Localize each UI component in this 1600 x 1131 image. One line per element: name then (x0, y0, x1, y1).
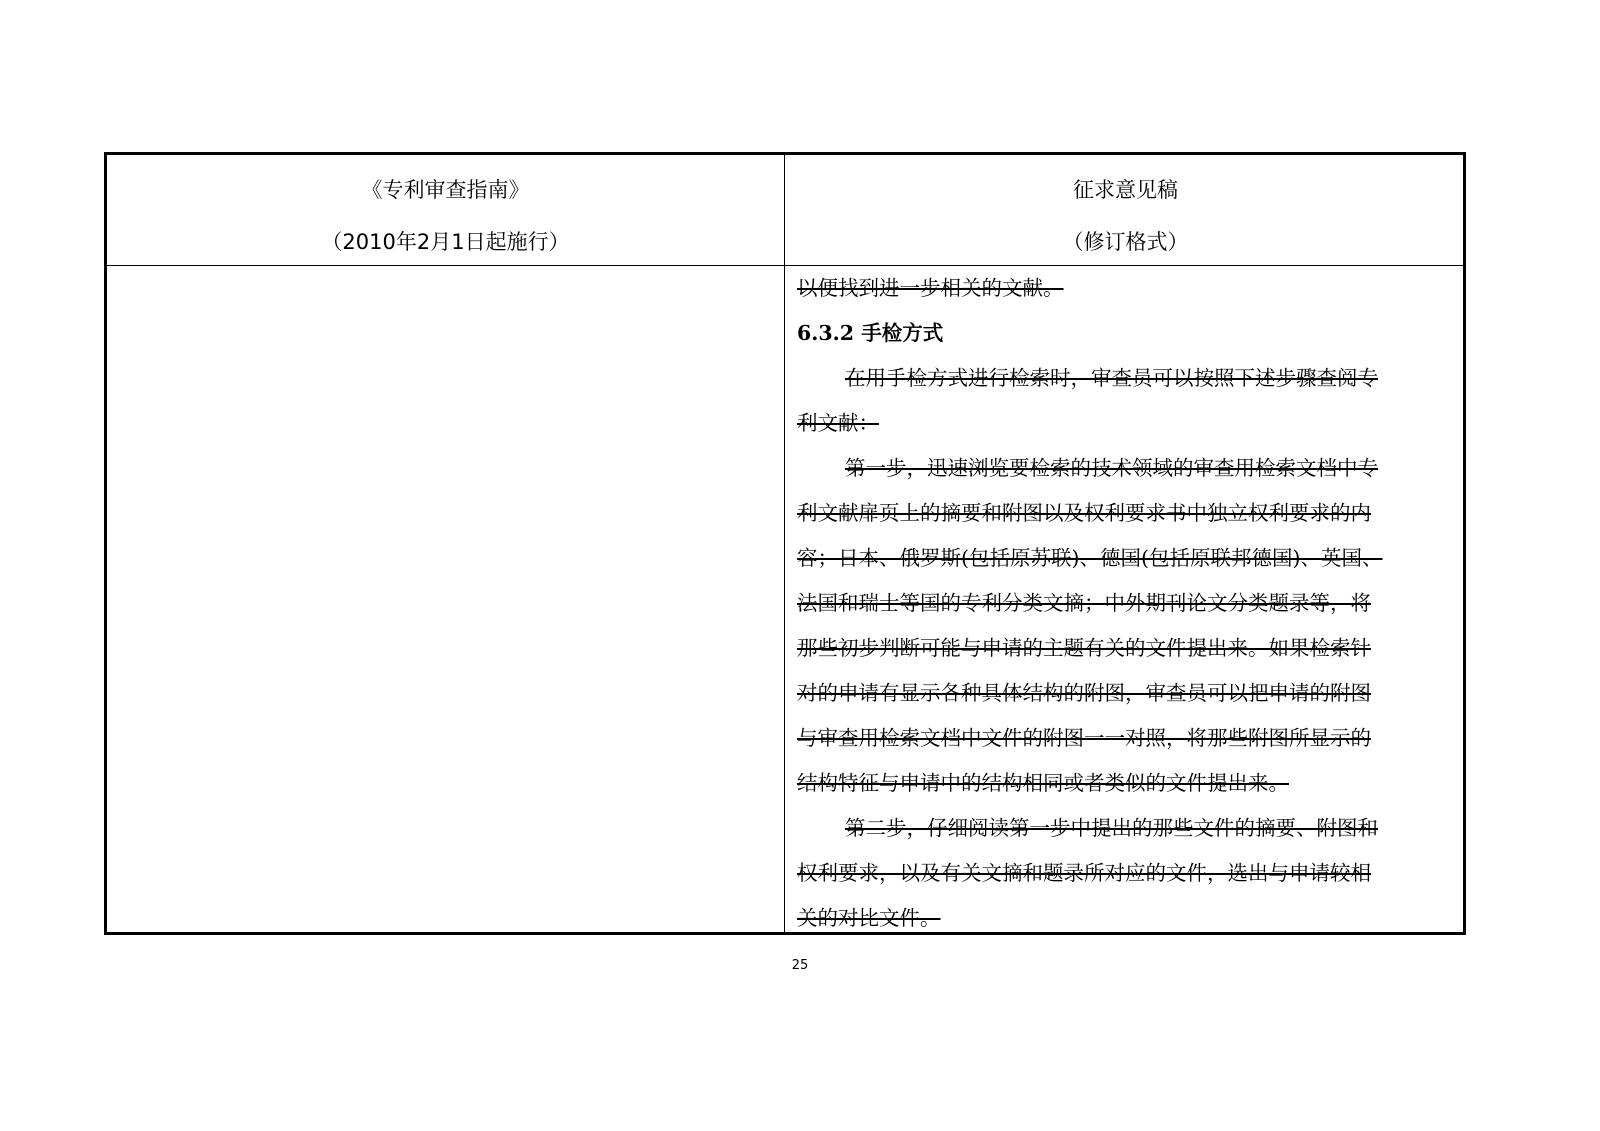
column-divider (784, 155, 785, 932)
deleted-text-line: 结构特征与申请中的结构相同或者类似的文件提出来。 (797, 771, 1289, 795)
right-column-body (797, 266, 1457, 932)
right-header-subtitle: （修订格式） (1062, 230, 1189, 254)
right-column-header (785, 155, 1466, 265)
comparison-table (104, 152, 1466, 935)
deleted-text-line: 在用手检方式进行检索时，审查员可以按照下述步骤查阅专 (845, 366, 1378, 390)
deleted-text-line: 对的申请有显示各种具体结构的附图，审查员可以把申请的附图 (797, 681, 1371, 705)
deleted-text-line: 那些初步判断可能与申请的主题有关的文件提出来。如果检索针 (797, 636, 1371, 660)
left-header-title: 《专利审查指南》 (361, 178, 530, 202)
left-column-body (107, 266, 784, 932)
deleted-text-line: 利文献： (797, 411, 879, 435)
section-heading: 6.3.2 手检方式 (797, 321, 944, 345)
deleted-text-line: 第二步，仔细阅读第一步中提出的那些文件的摘要、附图和 (845, 816, 1378, 840)
page-number: 25 (791, 958, 809, 973)
right-header-title: 征求意见稿 (1073, 178, 1178, 202)
deleted-text-line: 利文献扉页上的摘要和附图以及权利要求书中独立权利要求的内 (797, 501, 1371, 525)
deleted-text-line: 容；日本、俄罗斯(包括原苏联)、德国(包括原联邦德国)、英国、 (797, 546, 1383, 570)
left-column-header (107, 155, 784, 265)
deleted-text-line: 权利要求，以及有关文摘和题录所对应的文件，选出与申请较相 (797, 861, 1371, 885)
deleted-text-line: 关的对比文件。 (797, 906, 941, 930)
deleted-text-line: 第一步，迅速浏览要检索的技术领域的审查用检索文档中专 (845, 456, 1378, 480)
deleted-text-line: 以便找到进一步相关的文献。 (797, 276, 1064, 300)
deleted-text-line: 与审查用检索文档中文件的附图一一对照，将那些附图所显示的 (797, 726, 1371, 750)
deleted-text-line: 法国和瑞士等国的专利分类文摘；中外期刊论文分类题录等，将 (797, 591, 1371, 615)
left-header-subtitle: （2010年2月1日起施行） (321, 230, 570, 254)
